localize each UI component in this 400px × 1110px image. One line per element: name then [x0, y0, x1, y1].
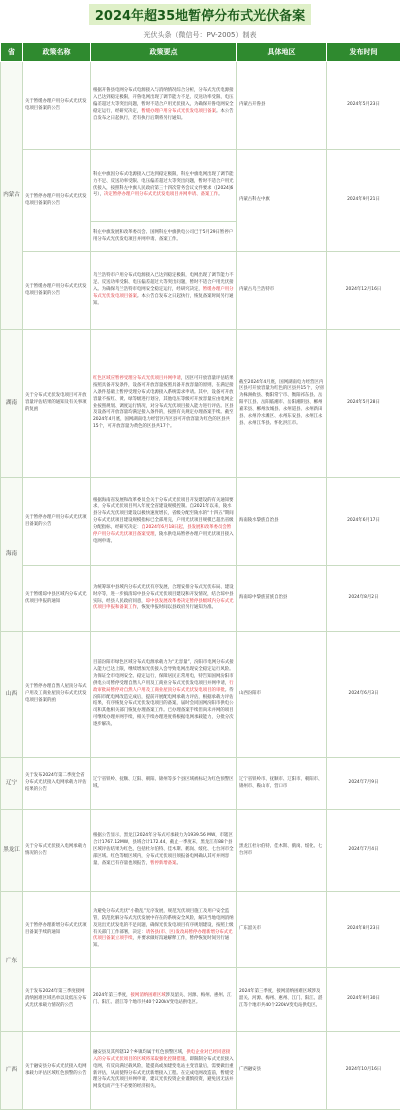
policy-points-cell: 根据海南省发展和改革委员会关于分布式光伏项目开发建设的有关通知要求，分布式光伏项目列入年度全省建设规模控制。自2021年以来，陵水县分布式光伏项目建设以极快速度增长，省级分配至陵水的“十四五”期间分布式光伏项目建设规模指标已全部用完，户用光伏项目规模已超出省级分配指标，经研究决定：自2024年6月18日起，县发展和改革委员会暂停户用分布式光伏项目备案受理，陵水供电局暂停办理户用光伏项目接入电网申请。 — [91, 478, 237, 566]
time-cell: 2024年8月23日 — [327, 892, 400, 968]
header-time: 发布时间 — [327, 43, 400, 62]
policy-name-cell: 关于暂停办理户用分布式光伏项目备案的公告 — [23, 478, 91, 566]
policy-points-cell: 2024年第三季度，接网消纳困难区域涉及韶关、河源、梅州、惠州、江门、阳江、湛江等个地市共40个220kV变电站供电区。 — [91, 968, 237, 1032]
page-title — [0, 0, 400, 28]
table-row — [1, 478, 400, 566]
policy-points-cell: 辽宁省铁岭、抚顺、辽阳、朝阳、锦州等多个县区域被标记为红色预警区域。 — [91, 758, 237, 810]
time-cell: 2024年7月9日 — [327, 758, 400, 810]
title-text: 2024年超35地暂停分布式光伏备案 — [89, 4, 311, 25]
table-row — [1, 810, 400, 892]
table-row — [1, 62, 400, 150]
table-row — [1, 968, 400, 1032]
time-cell: 2024年5月28日 — [327, 330, 400, 478]
time-cell: 2024年10月16日 — [327, 1032, 400, 1110]
policy-name-cell: 关于暂停办理新增分布式光伏项目备案手续的通知 — [23, 892, 91, 968]
policy-points-cell: 目前汾阳市绿色区域分布式电源承载力为“无容量”，汾阳市电网分布式接入能力已达上限，继续增加光伏接入会导致电网出现安全稳定运行风险。为保证全市电网安全、稳定运行，保障居民正常用电，特告知国网汾阳市供电公司暂停受理自然人户用及工商业分布式光伏发电项目并网申请，行政审批局暂停对自然人户用及工商业屋顶分布式光伏发电项目的审批。待汾阳市配电网改造完成后，提前开展配电网承载力评估，根据承载力评估结果，有序恢复分布式光伏发电项目的备案，届时会同国网汾阳市供电公司和其他相关部门恢复办理备案工作。已办理备案手续但尚未并网的项目可继续办理并网手续，相关手续办理进度将根据电网承载能力，分批分次逐步解决。 — [91, 632, 237, 758]
area-cell: 黑龙江杜尔伯特、佳木斯、鹤岗、绥化、七台河市 — [237, 810, 327, 892]
policy-name-cell: 关于发布2024年第二季度全省分布式光伏接入电网承载力评估结果的公告 — [23, 758, 91, 810]
subtitle: 光伏头条（微信号：PV-2005）制表 — [0, 28, 400, 42]
policy-name-cell: 关于暂缓办理户用分布式光伏发电项目备案的公告 — [23, 252, 91, 330]
header-province: 省 — [1, 43, 23, 62]
table-row — [1, 252, 400, 330]
table-row — [1, 632, 400, 758]
area-cell: 内蒙古乌兰浩特市 — [237, 252, 327, 330]
province-cell: 广西 — [1, 1032, 23, 1110]
area-cell: 辽宁省铁岭市、抚顺市、辽阳市、朝阳市、锦州市、鞍山市、营口市 — [237, 758, 327, 810]
policy-table — [0, 42, 400, 1110]
policy-name-cell: 关于暂停办理户用分布式光伏发电项目备案的公告 — [23, 150, 91, 252]
table-row — [1, 566, 400, 632]
province-cell: 辽宁 — [1, 758, 23, 810]
header-policy-name: 政策名称 — [23, 43, 91, 62]
area-cell: 海南陵水黎族自治县 — [237, 478, 327, 566]
policy-points-cell: 根据公告显示，黑龙江2024年分布式可承载力为1939.56 MW，市辖区合计1767.12MW，县域合计172.44，截止一季度末，黑龙江有88个县区域评估结果为红色，包括杜尔伯特、佳木斯、鹤岗、绥化、七台河市全部区域。红色等级区域内，分布式光伏项目须报备电网确认其可并网容量，备案已有存量也须报告，暂停新增备案。 — [91, 810, 237, 892]
area-cell: 广东韶关市 — [237, 892, 327, 968]
table-row — [1, 892, 400, 968]
header-policy-points: 政策要点 — [91, 43, 237, 62]
policy-points-cell: 科左中旗发展和改革委员会、国网科左中旗供电公司已于5月29日暂停户用分布式光伏发电项目并网申请、备案工作。 — [91, 222, 237, 252]
policy-points-cell: 为避免分布式光伏“小散乱”无序发展，规范光伏项目施工及用户安全监管，防范化解分布式光伏发展中存在的系统安全风险，解决当地电网消纳及送出光伏发电的不足问题，确保光伏发电项目有序规划建设，按照上级有关部门工作部署，决定：请各县(市、区)发改局暂停办理新增分布式光伏项目备案立项手续，并要求做好沟通解释工作，暂停恢复时间另行通知。 — [91, 892, 237, 968]
province-cell: 广东 — [1, 892, 23, 1032]
time-cell: 2024年7月4日 — [327, 810, 400, 892]
time-cell: 2024年6月17日 — [327, 478, 400, 566]
table-row — [1, 758, 400, 810]
policy-name-cell: 关于暂缓琼中县区域内分布式光伏项目申报的通知 — [23, 566, 91, 632]
policy-name-cell: 关于分布式光伏发电项目可开放容量评估结果的通知及有关事项的复函 — [23, 330, 91, 478]
area-cell: 内蒙古开鲁县 — [237, 62, 327, 150]
time-cell: 2024年8月2日 — [327, 566, 400, 632]
policy-name-cell: 关于融安县分布式光伏接入电网承载力评估区域红色预警的公告 — [23, 1032, 91, 1110]
policy-points-cell: 乌兰浩特市户用分布式电源接入已达到稳定极限，电网出现了调节能力不足、反送功率受限、电压偏差超过大等突出问题，暂时不适合户用光伏接入。为确保乌兰浩特市电网安全稳定运行，经研究决定，暂缓办理户用分布式光伏发电项目备案。本公告自发布之日起执行，恢复备案时间另行通知。 — [91, 252, 237, 330]
table-row — [1, 1032, 400, 1110]
time-cell: 2024年6月3日 — [327, 632, 400, 758]
policy-points-cell: 科左中旗因分布式电源接入已达到稳定极限，科左中旗电网出现了调节能力不足、反送功率受限、电压偏差超过大等突出问题，暂时不适合户用光伏接入，按照科左中旗人民政府第三十四次常务会议文件要求（[2024]6号），决定暂停办理户用分布式光伏发电项目并网申请、备案工作。 — [91, 150, 237, 222]
table-row — [1, 150, 400, 222]
area-cell: 山西汾阳市 — [237, 632, 327, 758]
policy-points-cell: 为统筹琼中县域内分布式光伏有序发展，合理安排分布式光伏布局、建设时序等，进一步搞清琼中县分布式光伏项目建设和开发情况，结合琼中县实际，经县人民政府同意，琼中县发展改革委决定暂停县级域内分布式光伏项目申报和备案工作，恢复申报时间以县政府另行通知为准。 — [91, 566, 237, 632]
area-cell: 截至2024年4月底，国网湖南电力经营区内区县可开放容量为红色的区县共15个，分别为株洲攸县、衡阳常宁市、衡阳祁东县、岳阳平江县、岳阳临湘市、岳阳湘阴县、郴州嘉禾县、郴州汝城县、永州道县、永州新田县、永州冷水滩区、永州东安县、永州江永县、永州江华县、怀化洪江市。 — [237, 330, 327, 478]
province-cell: 湖南 — [1, 330, 23, 478]
time-cell: 2024年9月30日 — [327, 968, 400, 1032]
province-cell: 内蒙古 — [1, 62, 23, 330]
policy-name-cell: 关于暂缓办理户用分布式光伏发电项目备案的公告 — [23, 62, 91, 150]
table-row — [1, 330, 400, 478]
policy-name-cell: 关于发布2024年第三季度接网消纳困难区域名单以及低压分布式光伏承载力情况的公告 — [23, 968, 91, 1032]
policy-points-cell: 融安县及其所辖12个乡镇均属于红色预警区域，供电企业对已经同意接入的分布式光伏项目的区域将采取强化控制措施，即限制分布式光伏接入电网，有反向满过载风险，能提高或加建变电站主变容量后，需要做出重新评估，从而使得分布式光伏新增接入工程。在完成电网改造前，暂缓受理分布式光伏项目并网申请，建议光伏投资企业谨慎投资，避免因无法并网发电而产生不必要的经济损失。 — [91, 1032, 237, 1110]
area-cell: 海南琼中黎族苗族自治县 — [237, 566, 327, 632]
area-cell: 内蒙古科左中旗 — [237, 150, 327, 252]
header-area: 具体地区 — [237, 43, 327, 62]
policy-points-cell: 红色区域应暂停受理分布式光伏项目并网申请，因区可开放容量评估结果按照具备开发条件，设备可开放容量按照具备开放容量的原则，在满足接入条件基础上暂停受理分布式电源接入系统需求申请。其中，设备可开放容量不按红、黄、绿等级进行划分，其他电压等级可开放容量应由电网企业按照规划、调度运行情况，对分布式光伏项目接入能力进行评估。区县及设备可开放容量均满足接入条件的，按照有关规定办理备案手续。截至2024年4月底，国网湖南电力经营区内区县可开放容量为红色的区县共15个，可开放容量为黄色的区县共17个。 — [91, 330, 237, 478]
province-cell: 海南 — [1, 478, 23, 632]
time-cell: 2024年12月16日 — [327, 252, 400, 330]
province-cell: 山西 — [1, 632, 23, 758]
area-cell: 2024年第三季度，接网消纳困难区域涉及韶关、河源、梅州、惠州、江门、阳江、湛江等个地市共40个220kV变电站供电区。 — [237, 968, 327, 1032]
province-cell: 黑龙江 — [1, 810, 23, 892]
policy-name-cell: 关于分布式光伏接入电网承载力情况的公告 — [23, 810, 91, 892]
table-header-row — [1, 43, 400, 62]
area-cell: 广西融安县 — [237, 1032, 327, 1110]
policy-name-cell: 关于暂停办理自然人屋顶分布式户用及工商业屋顶分布式光伏发电项目备案的函 — [23, 632, 91, 758]
time-cell: 2024年9月21日 — [327, 150, 400, 252]
policy-points-cell: 根据开鲁县电网分布式电源接入与消纳情况综合分析，分布式光伏电源接入已达到稳定极限，开鲁电网出现了调节能力不足、反送功率受限、电压偏差超过大等突出问题，暂时不适合户用光伏接入，为确保开鲁电网安全稳定运行，经研究决定，暂缓办理户用分布式光伏发电项目备案。本公告自发布之日起执行，若有执行后期将另行通知。 — [91, 62, 237, 150]
time-cell: 2024年5月23日 — [327, 62, 400, 150]
